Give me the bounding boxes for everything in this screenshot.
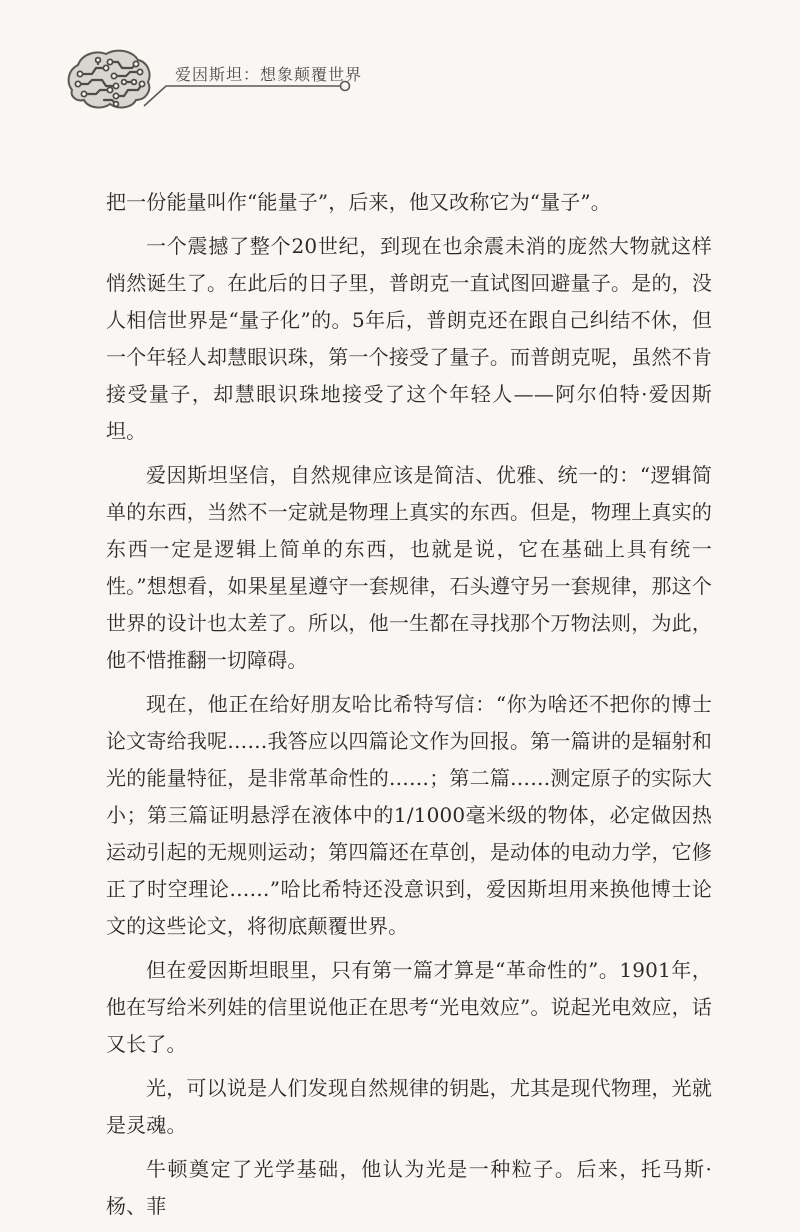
paragraph: 现在，他正在给好朋友哈比希特写信：“你为啥还不把你的博士论文寄给我呢……我答应以四篇论文作为回报。第一篇讲的是辐射和光的能量特征，是非常革命性的……；第二篇……测定原子的实际大小；第三篇证明悬浮在液体中的1/1000毫米级的物体，必定做因热运动引起的无规则运动；第四篇还在草创，是动体的电动力学，它修正了时空理论……”哈比希特还没意识到，爱因斯坦用来换他博士论文的这些论文，将彻底颠覆世界。 (106, 692, 712, 938)
paragraph: 牛顿奠定了光学基础，他认为光是一种粒子。后来，托马斯·杨、菲 (106, 1157, 712, 1218)
paragraph: 把一份能量叫作“能量子”，后来，他又改称它为“量子”。 (106, 190, 611, 214)
page-content (106, 184, 712, 1232)
paragraph: 光，可以说是人们发现自然规律的钥匙，尤其是现代物理，光就是灵魂。 (106, 1076, 712, 1137)
running-title: 爱因斯坦：想象颠覆世界 (175, 65, 363, 84)
page-header (58, 40, 378, 120)
paragraph: 一个震撼了整个20世纪，到现在也余震未消的庞然大物就这样悄然诞生了。在此后的日子里，普朗克一直试图回避量子。是的，没人相信世界是“量子化”的。5年后，普朗克还在跟自己纠结不休，但一个年轻人却慧眼识珠，第一个接受了量子。而普朗克呢，虽然不肯接受量子，却慧眼识珠地接受了这个年轻人——阿尔伯特·爱因斯坦。 (106, 234, 712, 443)
paragraph: 但在爱因斯坦眼里，只有第一篇才算是“革命性的”。1901年，他在写给米列娃的信里说他正在思考“光电效应”。说起光电效应，话又长了。 (106, 958, 712, 1056)
paragraph: 爱因斯坦坚信，自然规律应该是简洁、优雅、统一的：“逻辑简单的东西，当然不一定就是物理上真实的东西。但是，物理上真实的东西一定是逻辑上简单的东西，也就是说，它在基础上具有统一性。”想想看，如果星星遵守一套规律，石头遵守另一套规律，那这个世界的设计也太差了。所以，他一生都在寻找那个万物法则，为此，他不惜推翻一切障碍。 (106, 463, 712, 672)
